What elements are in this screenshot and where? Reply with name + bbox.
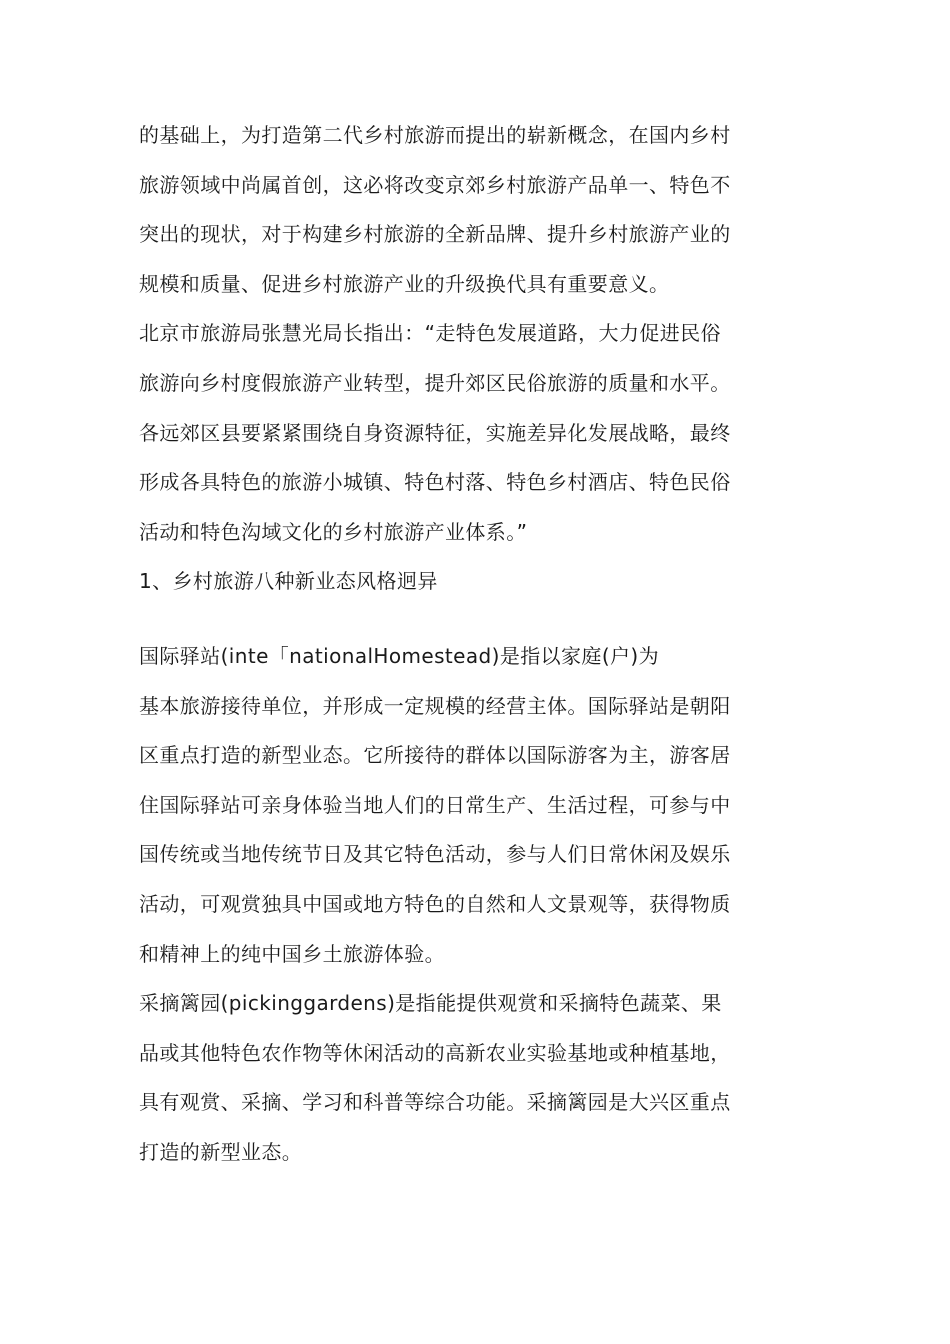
text-line: 旅游领域中尚属首创，这必将改变京郊乡村旅游产品单一、特色不	[139, 172, 731, 197]
text-line: 各远郊区县要紧紧围绕自身资源特征，实施差异化发展战略，最终	[139, 420, 731, 445]
text-line: 国际驿站(inte「nationalHomestead)是指以家庭(户)为	[139, 643, 660, 668]
text-line: 活动和特色沟域文化的乡村旅游产业体系。”	[139, 519, 528, 544]
text-line: 打造的新型业态。	[139, 1139, 303, 1164]
spacer	[139, 607, 799, 632]
text-line: 国传统或当地传统节日及其它特色活动，参与人们日常休闲及娱乐	[139, 842, 731, 867]
text-line: 采摘篱园(pickinggardens)是指能提供观赏和采摘特色蔬菜、果	[139, 991, 722, 1016]
document-body	[139, 111, 799, 1177]
text-line: 旅游向乡村度假旅游产业转型，提升郊区民俗旅游的质量和水平。	[139, 370, 731, 395]
paragraph-director-quote	[139, 309, 799, 557]
text-line: 北京市旅游局张慧光局长指出：“走特色发展道路，大力促进民俗	[139, 321, 721, 346]
text-line: 形成各具特色的旅游小城镇、特色村落、特色乡村酒店、特色民俗	[139, 470, 731, 495]
text-line: 品或其他特色农作物等休闲活动的高新农业实验基地或种植基地，	[139, 1040, 731, 1065]
text-line: 具有观赏、采摘、学习和科普等综合功能。采摘篱园是大兴区重点	[139, 1090, 731, 1115]
paragraph-rural-tourism-concept	[139, 111, 799, 309]
text-line: 规模和质量、促进乡村旅游产业的升级换代具有重要意义。	[139, 271, 670, 296]
text-line: 基本旅游接待单位，并形成一定规模的经营主体。国际驿站是朝阳	[139, 693, 731, 718]
section-heading: 1、乡村旅游八种新业态风格迥异	[139, 569, 438, 594]
text-line: 和精神上的纯中国乡土旅游体验。	[139, 941, 445, 966]
paragraph-picking-gardens	[139, 979, 799, 1177]
text-line: 活动，可观赏独具中国或地方特色的自然和人文景观等，获得物质	[139, 891, 731, 916]
paragraph-international-homestead	[139, 632, 799, 979]
text-line: 区重点打造的新型业态。它所接待的群体以国际游客为主，游客居	[139, 743, 731, 768]
text-line: 突出的现状，对于构建乡村旅游的全新品牌、提升乡村旅游产业的	[139, 222, 731, 247]
text-line: 的基础上，为打造第二代乡村旅游而提出的崭新概念，在国内乡村	[139, 123, 731, 147]
text-line: 住国际驿站可亲身体验当地人们的日常生产、生活过程，可参与中	[139, 792, 731, 817]
